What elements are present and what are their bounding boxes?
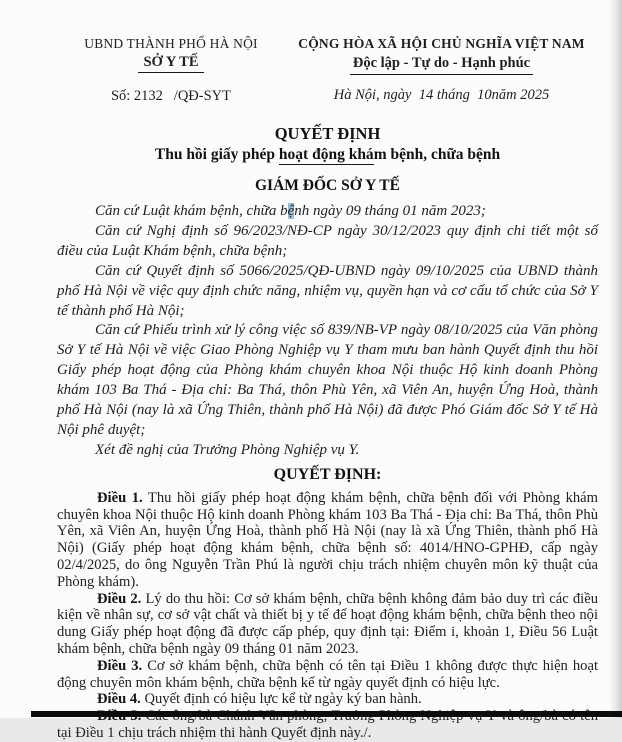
scan-black-bar bbox=[31, 711, 622, 717]
preamble-paragraph-5: Xét đề nghị của Trưởng Phòng Nghiệp vụ Y. bbox=[95, 441, 360, 458]
document-number: Số: 2132 /QĐ-SYT bbox=[110, 88, 232, 104]
national-header-block bbox=[285, 36, 598, 104]
scan-edge-shadow bbox=[609, 0, 622, 718]
decision-title: QUYẾT ĐỊNH bbox=[274, 124, 381, 143]
subtitle-pre: Thu hồi giấy phép bbox=[154, 146, 279, 163]
article-2-text: Lý do thu hồi: Cơ sở khám bệnh, chữa bệnh không đảm bảo duy trì các điều kiện về nhân sự, cơ sở vật chất và thiết bị y tế để hoạt động khám bệnh, chữa bệnh theo nội dung Giấy phép hoạt động đã được cấp phép, quy định tại: Điểm i, khoản 1, Điều 56 Luật khám bệnh, chữa bệnh ngày 09 tháng 01 năm 2023. bbox=[57, 590, 598, 657]
article-1-label: Điều 1. bbox=[97, 489, 143, 506]
national-motto-line1: CỘNG HÒA XÃ HỘI CHỦ NGHĨA VIỆT NAM bbox=[298, 36, 585, 51]
article-2 bbox=[57, 591, 598, 658]
subtitle-underlined: hoạt động khá bbox=[278, 146, 374, 163]
preamble-1-pre: Căn cứ Luật khám bệnh, chữa b bbox=[95, 203, 288, 219]
article-3-label: Điều 3. bbox=[97, 657, 143, 674]
national-motto-line2: Độc lập - Tự do - Hạnh phúc bbox=[285, 55, 598, 75]
preamble-paragraph-3: Căn cứ Quyết định số 5066/2025/QĐ-UBND ngày 09/10/2025 của UBND thành phố Hà Nội về việc quy định chức năng, nhiệm vụ, quyền hạn và cơ cấu tổ chức của Sở Y tế thành phố Hà Nội; bbox=[57, 262, 598, 319]
document-header bbox=[57, 36, 598, 105]
article-4-text: Quyết định có hiệu lực kể từ ngày ký ban hành. bbox=[144, 691, 422, 708]
article-3-text: Cơ sở khám bệnh, chữa bệnh có tên tại Điều 1 không được thực hiện hoạt động chuyên môn khám bệnh, chữa bệnh kể từ ngày quyết định có hiệu lực. bbox=[57, 657, 599, 691]
preamble-paragraph-1 bbox=[57, 202, 598, 222]
decision-subtitle bbox=[57, 146, 598, 164]
article-3 bbox=[57, 658, 598, 692]
issuing-agency-block bbox=[57, 36, 285, 105]
article-1 bbox=[57, 490, 598, 591]
selection-highlight: ệ bbox=[287, 203, 295, 219]
article-4-label: Điều 4. bbox=[97, 691, 141, 708]
subtitle-post: m bệnh, chữa bệnh bbox=[373, 146, 501, 163]
preamble-section bbox=[57, 202, 598, 461]
issuer-heading: GIÁM ĐỐC SỞ Y TẾ bbox=[255, 177, 400, 194]
decree-heading: QUYẾT ĐỊNH: bbox=[273, 465, 382, 483]
issuing-org-parent: UBND THÀNH PHỐ HÀ NỘI bbox=[84, 36, 258, 51]
articles-section bbox=[57, 490, 598, 742]
article-5-text: tại Điều 1 chịu trách nhiệm thi hành Quyết định này./. bbox=[57, 724, 372, 741]
issuing-org: SỞ Y TẾ bbox=[57, 54, 285, 73]
date-place-line: Hà Nội, ngày 14 tháng 10năm 2025 bbox=[333, 87, 550, 103]
article-2-label: Điều 2. bbox=[97, 590, 142, 607]
article-1-text: Thu hồi giấy phép hoạt động khám bệnh, chữa bệnh đối với Phòng khám chuyên khoa Nội thuộc Hộ kinh doanh Phòng khám 103 Ba Thá - Địa chỉ: Ba Thá, thôn Phù Yên, xã Viên An, huyện Ứng Hoà, thành phố Hà Nội (nay là xã Ứng Thiên, thành phố Hà Nội) (Giấy phép hoạt động khám bệnh, chữa bệnh số: 4014/HNO-GPHĐ, cấp ngày 02/4/2025, do ông Nguyễn Trần Phú là người chịu trách nhiệm chuyên môn kỹ thuật của Phòng khám). bbox=[57, 489, 599, 590]
article-4 bbox=[57, 691, 598, 708]
preamble-paragraph-4: Căn cứ Phiếu trình xử lý công việc số 839/NB-VP ngày 08/10/2025 của Văn phòng Sở Y tế Hà Nội về việc Giao Phòng Nghiệp vụ Y tham mưu ban hành Quyết định thu hồi Giấy phép hoạt động của Phòng khám chuyên khoa Nội thuộc Hộ kinh doanh Phòng khám 103 Ba Thá - Địa chỉ: Ba Thá, thôn Phù Yên, xã Viên An, huyện Ứng Hoà, thành phố Hà Nội (nay là xã Ứng Thiên, thành phố Hà Nội) đã được Phó Giám đốc Sở Y tế Hà Nội phê duyệt; bbox=[57, 322, 598, 438]
preamble-paragraph-2: Căn cứ Nghị định số 96/2023/NĐ-CP ngày 30/12/2023 quy định chi tiết một số điều của Luật Khám bệnh, chữa bệnh; bbox=[57, 222, 598, 259]
preamble-1-post: nh ngày 09 tháng 01 năm 2023; bbox=[294, 203, 486, 219]
